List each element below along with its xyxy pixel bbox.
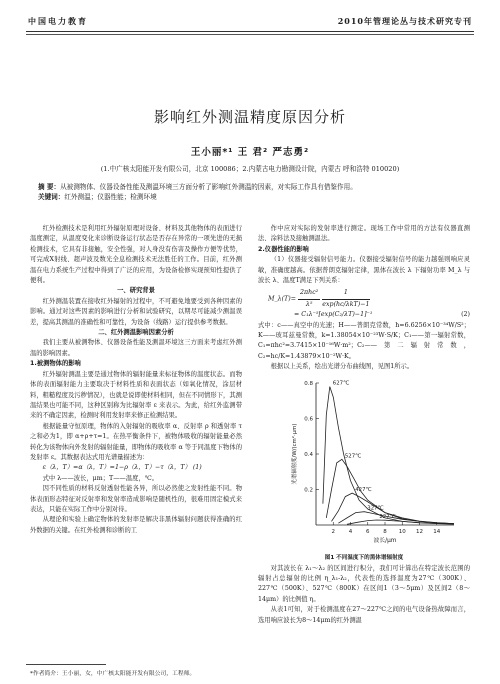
series-label: 427℃ bbox=[355, 486, 372, 493]
paragraph: 我们主要从被测物体、仪器设备性能及测温环境这三方面来考虑红外测温的影响因素。 bbox=[30, 339, 242, 357]
x-tick-label: 2 bbox=[331, 528, 335, 535]
paragraph: 红外测温装置在接收红外辐射的过程中，不可避免地要受到各种因素的影响。通过对这些因素的影响进行分析和试验研究，以期尽可能减少测温误差，提高其测温的准确性和可靠性，为设备（线路）运行提供参考数据。 bbox=[30, 297, 242, 326]
keywords-text: 红外测温；仪器性能；检测环境 bbox=[64, 193, 157, 201]
series-label: 527℃ bbox=[344, 453, 362, 460]
series-label: 627℃ bbox=[332, 380, 350, 387]
keywords-label: 关键词： bbox=[38, 193, 65, 201]
x-tick-label: 14 bbox=[433, 528, 441, 535]
paragraph: 作中应对实际的发射率进行测定。现场工作中常用的方法有仪器直测法、涂料法及接触测温法。 bbox=[258, 225, 470, 243]
abstract-block bbox=[38, 182, 462, 202]
header-rule bbox=[26, 31, 474, 32]
abstract-text: 从被测物体、仪器设备性能及测温环境三方面分析了影响红外测温的因素，对实际工作具有借鉴作用。 bbox=[60, 183, 357, 191]
header-rule-thin bbox=[26, 34, 474, 35]
footnote-rule bbox=[26, 664, 106, 665]
y-tick-label: 0.6 bbox=[304, 416, 313, 423]
x-tick-label: 4 bbox=[348, 528, 353, 535]
equation-1: ε（λ，T）=α（λ，T）=1−ρ（λ，T）−τ（λ，T） (1) bbox=[42, 464, 202, 472]
y-tick-label: 0.2 bbox=[304, 487, 313, 494]
paragraph: 从理论和实验上确定物体的发射率是解决非黑体辐射问题获得准确的红外数据的关键。在红外检测和诊断的工 bbox=[30, 516, 242, 534]
paper-title: 影响红外测温精度原因分析 bbox=[153, 108, 346, 126]
equation-1-note: 式中 λ——波长，μm；T——温度，℃。 bbox=[42, 474, 159, 482]
paragraph: 因不同性质的材料反射透射性能各异，所以必然使之发射性能不同。物体表面形态特征对反射率和发射率造成影响是随机性的，很难用固定模式来表达，只能在实际工作中分别对待。 bbox=[30, 485, 242, 513]
x-tick-label: 6 bbox=[366, 528, 370, 535]
section-heading-2: 二、红外测温影响因素分析 bbox=[98, 329, 174, 337]
y-axis-label: 光谱辐射度/W/(cm²·μm) bbox=[292, 423, 298, 485]
journal-name: 中国电力教育 bbox=[28, 16, 88, 26]
section-heading-1: 一、研究背景 bbox=[117, 287, 155, 295]
paragraph: 根据能量守恒原理，物体的入射辐射的吸收率 α、反射率 ρ 和透射率 τ 之和必为1，即 α+ρ+τ=1。在热平衡条件下，被物体吸收的辐射能量必然转化为该物体向外发射的辐射能量，即物体的吸收率 α 等于同温度下物体的发射率 ε。其数据表达式用光谱量描述为： bbox=[30, 422, 242, 461]
x-tick-label: 10 bbox=[398, 528, 406, 535]
figure-caption: 图1 不同温度下的黑体谱辐射度 bbox=[324, 555, 404, 562]
authors: 王小丽*¹ 王 君² 严志勇² bbox=[190, 147, 310, 158]
spectral-radiance-chart bbox=[258, 373, 470, 549]
series-line bbox=[338, 511, 454, 523]
abstract-label: 摘 要： bbox=[38, 183, 61, 191]
paragraph: 对其波长在 λ₁～λ₂ 的区间进行积分，我们可计算出在特定波长范围的辐射占总辐射的比例 η_λ₁-λ₂，代表性的选择温度为27℃（300K）、227℃（500K）、527℃（800K）在区间1（3～5μm）及区间2（8～14μm）的比例值 η。 bbox=[258, 564, 470, 603]
running-header bbox=[26, 6, 474, 24]
paragraph: （1）仪器接受辐射信号能力。仪器接受辐射信号的能力越强则响应灵敏，准确度越高。依据普朗克辐射定律，黑体在波长 λ 下辐射功率 M_λ 与波长 λ、温度T满足下列关系： bbox=[258, 256, 470, 285]
equation-2-line2: = C₁λ⁻⁵[exp(C₂/λT)−1]⁻¹ (2) bbox=[294, 311, 470, 319]
series-line bbox=[323, 386, 454, 523]
y-tick-label: 0.4 bbox=[304, 451, 313, 458]
constants-definition: 式中：c——真空中的光速；H——普朗克常数，h=6.6256×10⁻³⁴W/S²；K——玻耳兹曼常数，k=1.38054×10⁻²³W·S/K；C₁——第一辐射常数，C₁=πhc²=3.7415×10⁻¹⁶W·m²；C₂——第二辐射常数，C₂=hc/K=1.43879×10⁻²W·K。 bbox=[258, 321, 470, 360]
subsection-heading-1: 1.被测物体的影响 bbox=[30, 360, 81, 368]
x-tick-label: 12 bbox=[416, 528, 423, 535]
paragraph: 从表1可知，对于检测温度在27～227℃之间的电气设备热故障而言，选用响应波长为8～14μm的红外测温 bbox=[258, 606, 470, 624]
y-tick-label: 0.8 bbox=[304, 380, 313, 387]
x-axis-label: 波长/μm bbox=[373, 537, 397, 544]
footnote: *作者简介：王小丽，女，中广核太阳能开发有限公司，工程师。 bbox=[30, 671, 196, 677]
subsection-heading-2: 2.仪器性能的影响 bbox=[258, 245, 309, 253]
series-label: 227℃ bbox=[379, 513, 396, 520]
paragraph: 根据以上关系，绘出光谱分布曲线图，见图1所示。 bbox=[270, 363, 414, 371]
issue-name: 2010年管理论丛与技术研究专刊 bbox=[337, 16, 472, 26]
paragraph: 红外辐射测温主要是通过物体的辐射能量来标征物体的温度状态。而物体的表面辐射能力主要取决于材料性质和表面状态（如氧化情况，涂层材料，粗糙程度及污秽情况），也就是说即使材料相同，但在不同情形下，其测温结果也可能不同，这种区别称为比辐射率 ε 来表示。为此，给红外监测带来的不确定因素，检测时利用发射率来修正检测结果。 bbox=[30, 370, 242, 420]
equation-2: M_λ(T)= $\frac{\text{2πhc²}}{\text{λ⁵}}$ $\frac{1}{\text{exp(hc/λkT)−1}}$ bbox=[268, 289, 370, 308]
series-label: 327℃ bbox=[367, 505, 384, 512]
right-column bbox=[258, 224, 470, 626]
x-tick-label: 8 bbox=[383, 528, 387, 535]
affiliation: (1.中广核太阳能开发有限公司，北京 100086；2.内蒙古电力勘测设计院，内蒙古 呼和浩特 010020) bbox=[100, 165, 400, 173]
intro-paragraph: 红外检测技术是利用红外辐射原理对设备、材料及其他物体的表面进行温度测定，从温度变化来诊断设备运行状态是否存在异常的一项先进的无损检测技术，它具有非接触，安全性强，对人身没有伤害及操作方便等优势，可完成X射线、超声波及数光全息检测技术无法胜任的工作。目前，红外测温在电力系统生产过程中得到了广泛的应用，为设备检修实现预知性提供了便利。 bbox=[30, 225, 242, 285]
left-column bbox=[30, 224, 242, 536]
